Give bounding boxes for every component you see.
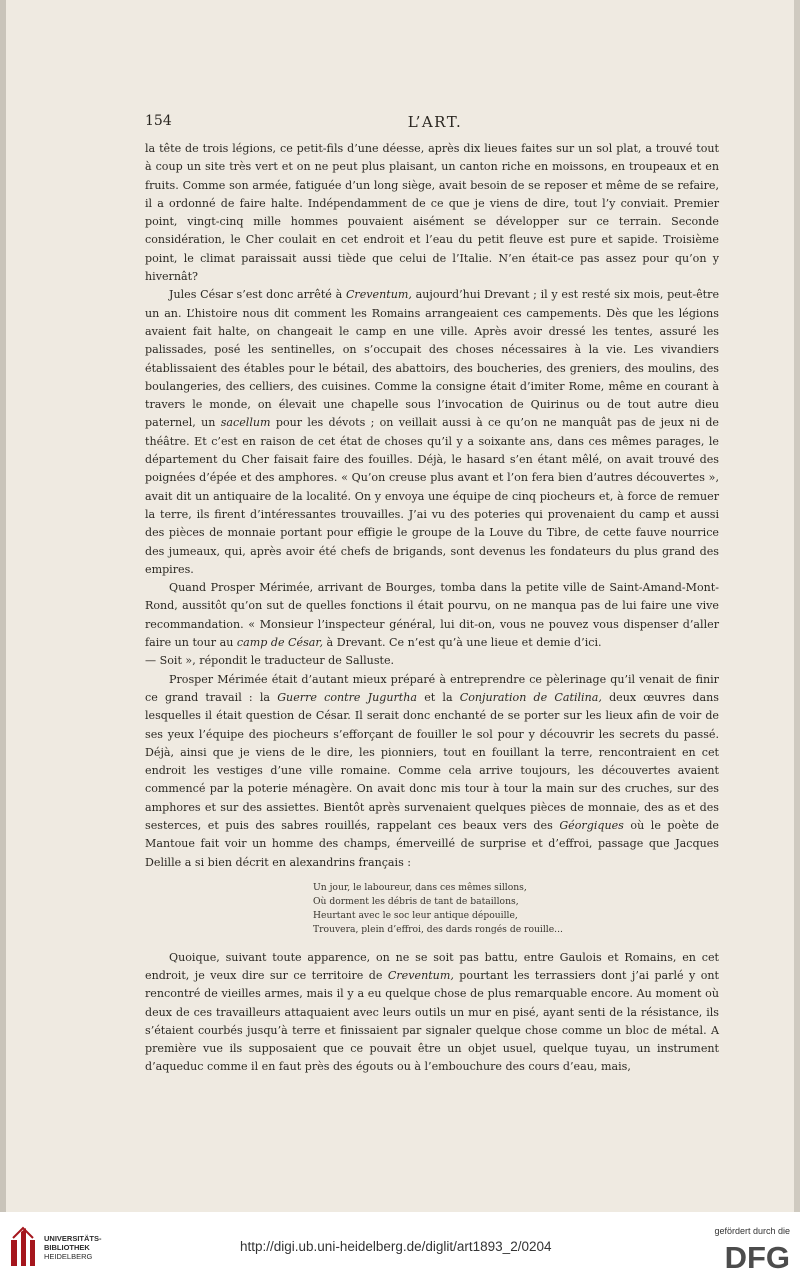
library-line-1: UNIVERSITÄTS- xyxy=(44,1234,102,1243)
italic-term: Conjuration de Catilina, xyxy=(459,690,602,704)
italic-term: Géorgiques xyxy=(559,818,624,832)
page-edge-left xyxy=(0,0,6,1212)
running-head xyxy=(145,113,725,133)
poem-quotation xyxy=(313,881,719,938)
library-line-2: BIBLIOTHEK xyxy=(44,1243,90,1252)
digitization-footer xyxy=(0,1212,800,1278)
italic-term: sacellum xyxy=(220,416,271,430)
italic-term: camp de César, xyxy=(236,636,324,650)
italic-term: Guerre contre Jugurtha xyxy=(277,690,418,704)
paragraph-1: la tête de trois légions, ce petit-fils d’une déesse, après dix lieues faites sur un sol plat, a trouvé tout à coup un site très vert et on ne peut plus plaisant, un canton riche en moissons, en troupeaux et en fruits. Comme son armée, fatiguée d’un long siège, avait besoin de se reposer et même de se refaire, il a ordonné de faire halte. Indépendamment de ce que je viens de dire, tout l’y conviait. Premier point, vingt-cinq mille hommes pouvaient aisément se développer sur ce terrain. Seconde considération, le Cher coulait en cet endroit et l’eau du petit fleuve est pure et sapide. Troisième point, le climat paraissait aussi tiède que celui de l’Italie. N’en était-ce pas assez pour qu’on y hivernât? xyxy=(145,142,719,284)
paragraph-4: — Soit », répondit le traducteur de Salluste. xyxy=(145,654,395,668)
library-line-3: HEIDELBERG xyxy=(44,1252,93,1261)
page-number: 154 xyxy=(145,113,172,129)
running-title: L’ART. xyxy=(407,113,463,131)
poem-line: Heurtant avec le soc leur antique dépouille, xyxy=(313,910,518,922)
permalink-url[interactable]: http://digi.ub.uni-heidelberg.de/diglit/art1893_2/0204 xyxy=(240,1239,552,1254)
library-name xyxy=(44,1234,102,1261)
university-library-logo-icon xyxy=(8,1226,38,1268)
article-body xyxy=(145,140,719,1077)
poem-line: Trouvera, plein d’effroi, des dards rongés de rouille... xyxy=(313,924,563,936)
italic-term: Creventum, xyxy=(345,288,412,302)
funding-note: gefördert durch die xyxy=(714,1226,790,1236)
paragraph-3: Quand Prosper Mérimée, arrivant de Bourges, tomba dans la petite ville de Saint-Amand-Mont-Rond, aussitôt qu’on sut de quelles fonctions il était pourvu, on ne manqua pas de lui faire une vive recommandation. « Monsieur l’inspecteur général, lui dit-on, vous ne pouvez vous dispenser d’aller faire un tour au camp de César, à Drevant. Ce n’est qu’à une lieue et demie d’ici. xyxy=(145,581,719,650)
paragraph-5: Prosper Mérimée était d’autant mieux préparé à entreprendre ce pèlerinage qu’il venait de finir ce grand travail : la Guerre contre Jugurtha et la Conjuration de Catilina, deux œuvres dans lesquelles il était question de César. Il serait donc enchanté de se porter sur les lieux afin de voir de ses yeux l’équipe des piocheurs s’efforçant de fouiller le sol pour y découvrir les secrets du passé. Déjà, ainsi que je viens de le dire, les pionniers, tout en fouillant la terre, rencontraient en cet endroit les vestiges d’une ville romaine. Comme cela arrive toujours, les découvertes avaient commencé par la poterie ménagère. On avait donc mis tour à tour la main sur des cruches, sur des amphores et sur des assiettes. Bientôt après survenaient quelques pièces de monnaie, des as et des sesterces, et puis des sabres rouillés, rappelant ces beaux vers des Géorgiques où le poète de Mantoue fait voir un homme des champs, émerveillé de surprise et d’effroi, passage que Jacques Delille a si bien décrit en alexandrins français : xyxy=(145,672,719,869)
paragraph-2: Jules César s’est donc arrêté à Creventum, aujourd’hui Drevant ; il y est resté six mois, peut-être un an. L’histoire nous dit comment les Romains arrangeaient ces campements. Dès que les légions avaient fait halte, on changeait le camp en une ville. Après avoir dressé les tentes, assuré les palissades, posé les sentinelles, on s’occupait des choses nécessaires à la vie. Les vivandiers établissaient des étables pour le bétail, des abattoirs, des boucheries, des greniers, des moulins, des boulangeries, des celliers, des cuisines. Comme la consigne était d’imiter Rome, même en courant à travers le monde, on élevait une chapelle sous l’invocation de Quirinus ou de tout autre dieu paternel, un sacellum pour les dévots ; on veillait aussi à ce qu’on ne manquât pas de jeux ni de théâtre. Et c’est en raison de cet état de choses qu’il y a soixante ans, dans ces mêmes parages, le département du Cher faisait faire des fouilles. Déjà, le hasard s’en étant mêlé, on avait trouvé des poignées d’épée et des amphores. « Qu’on creuse plus avant et l’on fera bien d’autres découvertes », avait dit un antiquaire de la localité. On y envoya une équipe de cinq piocheurs et, à force de remuer la terre, ils firent d’intéressantes trouvailles. J’ai vu des poteries qui provenaient du camp et aussi des pièces de monnaie portant pour effigie le groupe de la Louve du Tibre, de cette fauve nourrice des jumeaux, qui, après avoir été chefs de brigands, sont devenus les fondateurs du plus grand des empires. xyxy=(145,288,720,576)
italic-term: Creventum, xyxy=(387,968,454,982)
poem-line: Un jour, le laboureur, dans ces mêmes sillons, xyxy=(313,881,527,893)
page-edge-right xyxy=(794,0,800,1212)
poem-line: Où dorment les débris de tant de bataillons, xyxy=(313,896,519,908)
dfg-logo: DFG xyxy=(724,1240,790,1275)
paragraph-6: Quoique, suivant toute apparence, on ne se soit pas battu, entre Gaulois et Romains, en cet endroit, je veux dire sur ce territoire de Creventum, pourtant les terrassiers dont j’ai parlé y ont rencontré de vieilles armes, mais il y a eu quelque chose de plus remarquable encore. Au moment où deux de ces travailleurs attaquaient avec leurs outils un mur en pisé, ayant senti de la résistance, ils s’étaient courbés jusqu’à terre et finissaient par signaler quelque chose comme un bloc de métal. A première vue ils supposaient que ce pouvait être un objet usuel, quelque tuyau, un instrument d’aqueduc comme il en faut près des égouts ou à l’embouchure des cours d’eau, mais, xyxy=(145,950,719,1074)
